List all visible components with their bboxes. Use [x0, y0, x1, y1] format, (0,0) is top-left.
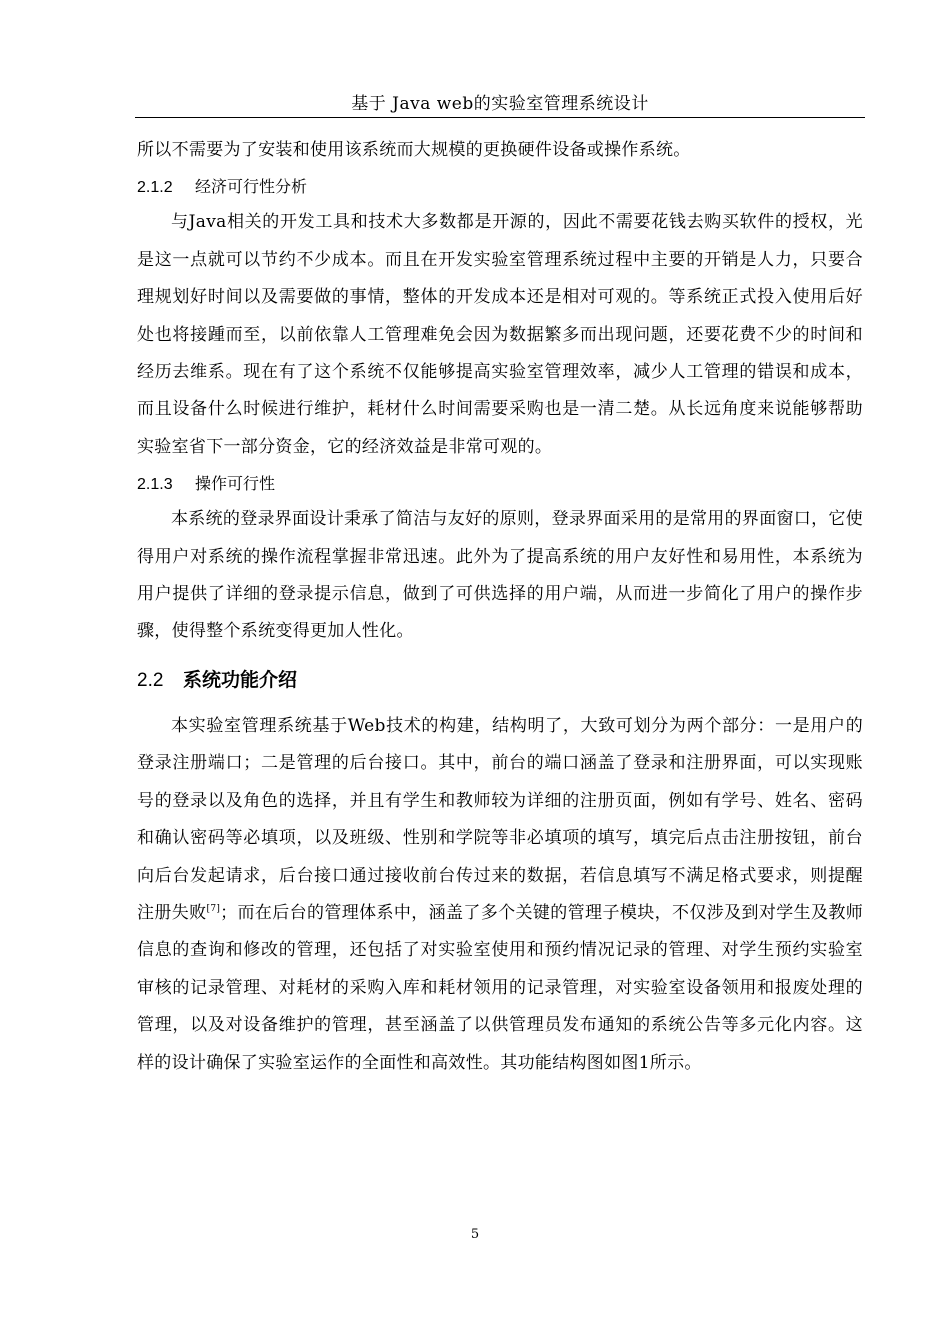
header-rule	[135, 117, 865, 118]
section-heading-2-2	[137, 665, 863, 696]
section-title: 操作可行性	[195, 474, 276, 494]
section-heading-2-1-3	[137, 468, 863, 501]
operational-feasibility-paragraph: 本系统的登录界面设计秉承了简洁与友好的原则，登录界面采用的是常用的界面窗口，它使得用户对系统的操作流程掌握非常迅速。此外为了提高系统的用户友好性和易用性，本系统为用户提供了详细的登录提示信息，做到了可供选择的用户端，从而进一步简化了用户的操作步骤，使得整个系统变得更加人性化。	[137, 509, 863, 642]
page-number: 5	[470, 1227, 480, 1242]
system-function-paragraph	[137, 708, 863, 1082]
paragraph-text-part-2: ；而在后台的管理体系中，涵盖了多个关键的管理子模块，不仅涉及到对学生及教师信息的查询和修改的管理，还包括了对实验室使用和预约情况记录的管理、对学生预约实验室审核的记录管理、对耗材的采购入库和耗材领用的记录管理，对实验室设备领用和报废处理的管理，以及对设备维护的管理，甚至涵盖了以供管理员发布通知的系统公告等多元化内容。这样的设计确保了实验室运作的全面性和高效性。其功能结构图如图1所示。	[137, 902, 863, 1073]
citation-marker: [7]	[206, 903, 221, 914]
section-title: 经济可行性分析	[195, 177, 308, 197]
body-content	[137, 132, 863, 1082]
paragraph-text-part-1: 本实验室管理系统基于Web技术的构建，结构明了，大致可划分为两个部分：一是用户的登录注册端口；二是管理的后台接口。其中，前台的端口涵盖了登录和注册界面，可以实现账号的登录以及角色的选择，并且有学生和教师较为详细的注册页面，例如有学号、姓名、密码和确认密码等必填项，以及班级、性别和学院等非必填项的填写，填完后点击注册按钮，前台向后台发起请求，后台接口通过接收前台传过来的数据，若信息填写不满足格式要求，则提醒注册失败	[137, 715, 863, 923]
running-header: 基于 Java web的实验室管理系统设计	[351, 94, 649, 114]
intro-paragraph: 所以不需要为了安装和使用该系统而大规模的更换硬件设备或操作系统。	[137, 140, 691, 160]
section-title: 系统功能介绍	[183, 668, 298, 691]
section-number: 2.1.2	[137, 179, 173, 197]
section-number: 2.2	[137, 669, 164, 691]
economic-feasibility-paragraph: 与Java相关的开发工具和技术大多数都是开源的，因此不需要花钱去购买软件的授权，光是这一点就可以节约不少成本。而且在开发实验室管理系统过程中主要的开销是人力，只要合理规划好时间以及需要做的事情，整体的开发成本还是相对可观的。等系统正式投入使用后好处也将接踵而至，以前依靠人工管理难免会因为数据繁多而出现问题，还要花费不少的时间和经历去维系。现在有了这个系统不仅能够提高实验室管理效率，减少人工管理的错误和成本，而且设备什么时候进行维护，耗材什么时间需要采购也是一清二楚。从长远角度来说能够帮助实验室省下一部分资金，它的经济效益是非常可观的。	[137, 212, 863, 457]
section-number: 2.1.3	[137, 476, 173, 494]
section-heading-2-1-2	[137, 171, 863, 204]
